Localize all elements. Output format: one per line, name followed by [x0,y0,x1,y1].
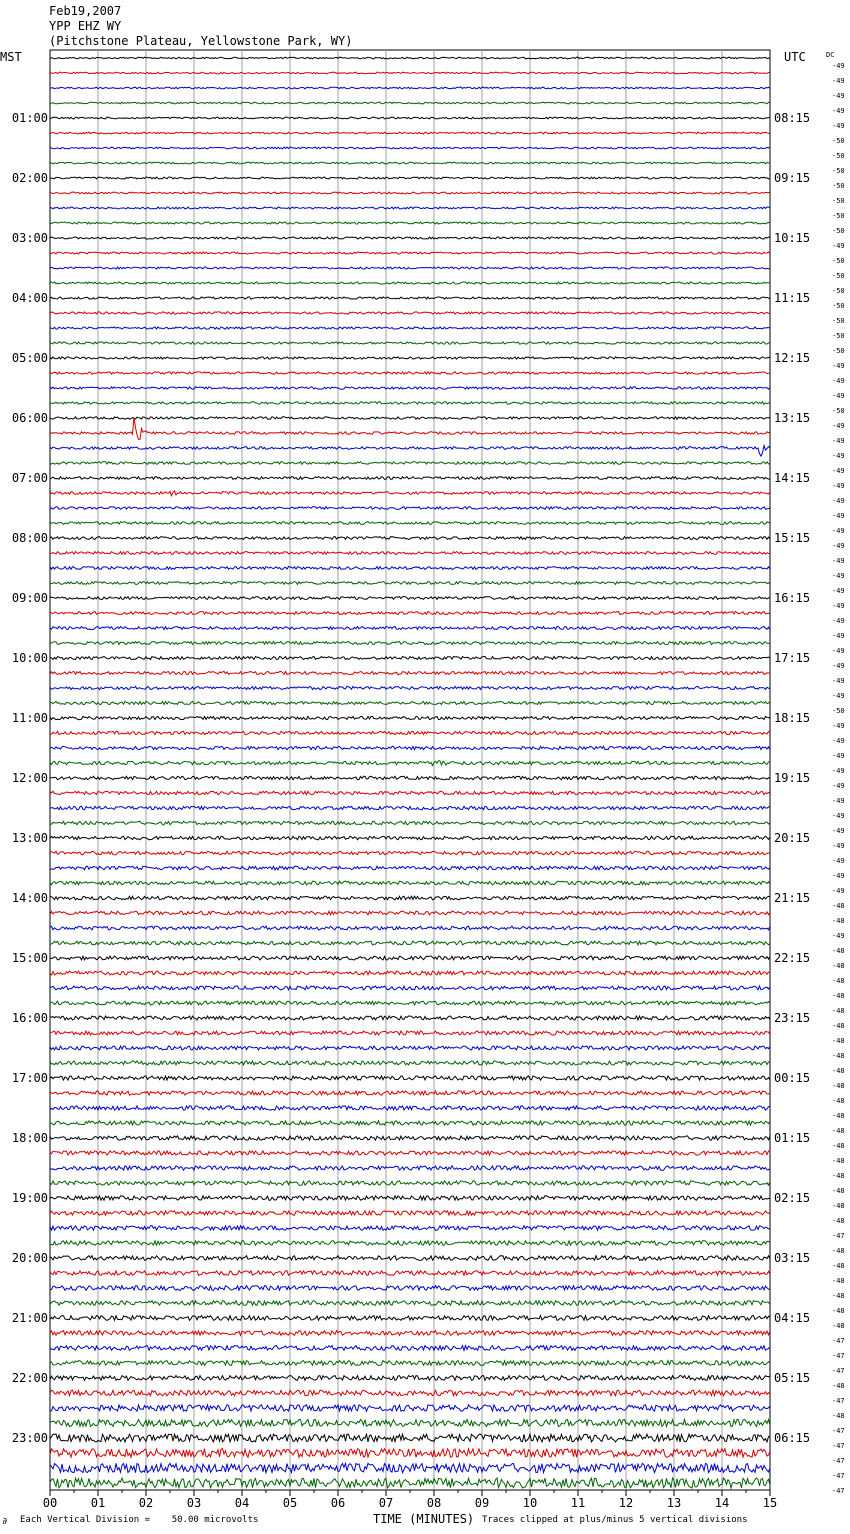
dc-offset-label: -50 [832,197,845,205]
seismic-trace [50,1166,770,1170]
hour-label-utc: 17:15 [774,651,811,665]
dc-offset-label: -48 [832,1172,845,1180]
dc-offset-label: -48 [832,1217,845,1225]
x-tick-label: 13 [666,1496,682,1510]
x-tick-label: 10 [522,1496,538,1510]
x-tick-label: 03 [186,1496,202,1510]
seismic-trace [50,1390,770,1396]
dc-offset-label: -48 [832,1067,845,1075]
hour-label-mst: 04:00 [11,291,48,305]
dc-offset-label: -50 [832,152,845,160]
clip-note: Traces clipped at plus/minus 5 vertical divisions [482,1515,748,1525]
seismic-trace [50,402,770,404]
hour-label-mst: 11:00 [11,711,48,725]
dc-offset-label: -48 [832,1277,845,1285]
dc-offset-label: -47 [832,1457,845,1465]
hour-label-utc: 00:15 [774,1071,811,1085]
left-timezone-label: MST [0,50,22,64]
dc-offset-label: -49 [832,362,845,370]
dc-offset-label: -49 [832,872,845,880]
dc-offset-label: -49 [832,617,845,625]
hour-label-utc: 01:15 [774,1131,811,1145]
dc-offset-label: -47 [832,1442,845,1450]
x-tick-label: 09 [474,1496,490,1510]
seismic-trace [50,1434,770,1442]
seismic-trace [50,1449,770,1458]
x-tick-label: 01 [90,1496,106,1510]
dc-offset-label: -47 [832,1232,845,1240]
dc-offset-label: -47 [832,1397,845,1405]
seismic-trace [50,627,770,630]
seismic-trace [50,417,770,439]
dc-offset-label: -49 [832,467,845,475]
hour-label-utc: 02:15 [774,1191,811,1205]
seismic-trace [50,387,770,389]
hour-label-utc: 05:15 [774,1371,811,1385]
dc-offset-label: -50 [832,302,845,310]
station-label: YPP EHZ WY [49,19,122,33]
dc-offset-label: -49 [832,242,845,250]
seismic-trace [50,282,770,284]
seismic-trace [50,1361,770,1366]
seismic-trace [50,761,770,766]
dc-label: DC [826,51,835,59]
seismic-trace [50,716,770,719]
dc-offset-label: -48 [832,1127,845,1135]
dc-offset-label: -48 [832,1187,845,1195]
hour-label-mst: 16:00 [11,1011,48,1025]
dc-offset-label: -49 [832,572,845,580]
dc-offset-label: -49 [832,107,845,115]
dc-offset-label: -50 [832,332,845,340]
x-axis-title: TIME (MINUTES) [373,1512,475,1526]
hour-label-utc: 22:15 [774,951,811,965]
seismic-trace [50,72,770,74]
seismic-trace [50,806,770,809]
seismic-trace [50,192,770,194]
dc-offset-label: -50 [832,347,845,355]
dc-offset-label: -48 [832,1247,845,1255]
seismic-trace [50,1001,770,1005]
seismic-trace [50,477,770,480]
dc-offset-label: -49 [832,602,845,610]
dc-offset-label: -48 [832,1097,845,1105]
dc-offset-label: -48 [832,1382,845,1390]
hour-label-utc: 19:15 [774,771,811,785]
seismic-trace [50,986,770,990]
seismic-trace [50,881,770,885]
seismic-trace [50,222,770,224]
seismic-trace [50,507,770,510]
seismic-trace [50,1271,770,1276]
hour-label-utc: 18:15 [774,711,811,725]
dc-offset-label: -49 [832,767,845,775]
dc-offset-label: -50 [832,212,845,220]
corner-mark: ∂ [2,1517,8,1527]
x-tick-label: 12 [618,1496,634,1510]
dc-offset-label: -48 [832,1082,845,1090]
seismic-trace [50,567,770,570]
dc-offset-label: -49 [832,857,845,865]
hour-label-mst: 18:00 [11,1131,48,1145]
dc-offset-label: -49 [832,422,845,430]
dc-offset-label: -49 [832,812,845,820]
seismic-trace [50,446,770,457]
dc-offset-label: -48 [832,962,845,970]
dc-offset-label: -49 [832,62,845,70]
seismic-trace [50,117,770,119]
seismic-trace [50,1419,770,1426]
dc-offset-label: -48 [832,1112,845,1120]
seismic-trace [50,1346,770,1351]
dc-offset-label: -49 [832,377,845,385]
scale-note: Each Vertical Division = 50.00 microvolts [20,1515,259,1525]
dc-offset-label: -50 [832,257,845,265]
hour-label-mst: 02:00 [11,171,48,185]
hour-label-utc: 21:15 [774,891,811,905]
seismic-trace [50,1046,770,1050]
seismic-trace [50,237,770,239]
hour-label-mst: 07:00 [11,471,48,485]
hour-label-mst: 23:00 [11,1431,48,1445]
hour-label-mst: 17:00 [11,1071,48,1085]
dc-offset-label: -49 [832,782,845,790]
seismic-trace [50,1031,770,1035]
dc-offset-label: -49 [832,437,845,445]
seismic-trace [50,971,770,975]
dc-offset-label: -48 [832,1322,845,1330]
hour-label-utc: 06:15 [774,1431,811,1445]
x-tick-label: 05 [282,1496,298,1510]
seismic-trace [50,132,770,134]
hour-label-mst: 08:00 [11,531,48,545]
seismic-trace [50,1463,770,1472]
dc-offset-label: -49 [832,677,845,685]
hour-label-mst: 22:00 [11,1371,48,1385]
seismic-trace [50,701,770,704]
dc-offset-label: -47 [832,1367,845,1375]
seismic-trace [50,102,770,104]
seismic-trace [50,177,770,179]
seismic-trace [50,342,770,344]
dc-offset-label: -49 [832,497,845,505]
hour-label-mst: 09:00 [11,591,48,605]
x-tick-label: 11 [570,1496,586,1510]
x-tick-label: 07 [378,1496,394,1510]
seismic-trace [50,821,770,824]
dc-offset-label: -47 [832,1337,845,1345]
hour-label-utc: 09:15 [774,171,811,185]
seismic-trace [50,1256,770,1261]
seismic-trace [50,956,770,960]
x-tick-label: 08 [426,1496,442,1510]
dc-offset-label: -48 [832,1052,845,1060]
dc-offset-label: -50 [832,137,845,145]
x-tick-label: 02 [138,1496,154,1510]
dc-offset-label: -49 [832,122,845,130]
dc-offset-label: -48 [832,1142,845,1150]
dc-offset-label: -49 [832,842,845,850]
hour-label-utc: 03:15 [774,1251,811,1265]
seismic-trace [50,1226,770,1231]
seismic-trace [50,267,770,269]
seismic-trace [50,896,770,900]
seismic-trace [50,941,770,945]
x-tick-label: 14 [714,1496,730,1510]
seismic-trace [50,207,770,209]
seismic-trace [50,1405,770,1411]
dc-offset-label: -50 [832,287,845,295]
seismic-trace [50,1121,770,1125]
x-tick-label: 06 [330,1496,346,1510]
seismic-trace [50,537,770,540]
hour-label-utc: 15:15 [774,531,811,545]
dc-offset-label: -50 [832,707,845,715]
seismic-trace [50,671,770,674]
dc-offset-label: -48 [832,1202,845,1210]
hour-label-utc: 04:15 [774,1311,811,1325]
dc-offset-label: -50 [832,272,845,280]
seismic-trace [50,1151,770,1155]
dc-offset-label: -50 [832,317,845,325]
x-tick-label: 15 [762,1496,778,1510]
right-timezone-label: UTC [784,50,806,64]
dc-offset-label: -49 [832,692,845,700]
dc-offset-label: -49 [832,77,845,85]
dc-offset-label: -48 [832,1412,845,1420]
seismic-trace [50,1286,770,1291]
seismic-trace [50,926,770,930]
label-layer [12,62,845,1510]
hour-label-utc: 10:15 [774,231,811,245]
dc-offset-label: -48 [832,977,845,985]
dc-offset-label: -49 [832,557,845,565]
seismic-trace [50,612,770,615]
dc-offset-label: -47 [832,1427,845,1435]
seismic-trace [50,1316,770,1321]
seismic-trace [50,597,770,600]
dc-offset-label: -50 [832,227,845,235]
seismic-trace [50,657,770,660]
hour-label-mst: 19:00 [11,1191,48,1205]
hour-label-utc: 23:15 [774,1011,811,1025]
seismic-trace [50,836,770,840]
seismic-trace [50,147,770,149]
seismic-trace [50,357,770,359]
dc-offset-label: -49 [832,797,845,805]
dc-offset-label: -49 [832,482,845,490]
seismic-trace [50,1016,770,1020]
dc-offset-label: -50 [832,182,845,190]
hour-label-mst: 01:00 [11,111,48,125]
date-label: Feb19,2007 [49,4,122,18]
hour-label-mst: 06:00 [11,411,48,425]
dc-offset-label: -49 [832,752,845,760]
dc-offset-label: -49 [832,662,845,670]
seismic-trace [50,866,770,870]
seismic-trace [50,1376,770,1381]
seismic-trace [50,252,770,254]
seismic-trace [50,1211,770,1215]
hour-label-utc: 14:15 [774,471,811,485]
hour-label-utc: 12:15 [774,351,811,365]
dc-offset-label: -48 [832,1262,845,1270]
seismic-trace [50,1241,770,1246]
seismic-trace [50,582,770,585]
seismic-trace [50,776,770,779]
hour-label-mst: 05:00 [11,351,48,365]
dc-offset-label: -47 [832,1352,845,1360]
dc-offset-label: -47 [832,1472,845,1480]
hour-label-utc: 13:15 [774,411,811,425]
seismic-trace [50,522,770,525]
seismic-trace [50,87,770,89]
seismic-trace [50,911,770,915]
seismic-trace [50,642,770,645]
dc-offset-label: -50 [832,167,845,175]
dc-offset-label: -48 [832,902,845,910]
seismic-trace [50,312,770,314]
seismic-trace [50,1106,770,1110]
dc-offset-label: -49 [832,542,845,550]
dc-offset-label: -48 [832,1007,845,1015]
hour-label-mst: 21:00 [11,1311,48,1325]
hour-label-utc: 08:15 [774,111,811,125]
hour-label-mst: 10:00 [11,651,48,665]
dc-offset-label: -47 [832,1487,845,1495]
hour-label-utc: 11:15 [774,291,811,305]
seismic-trace [50,731,770,734]
dc-offset-label: -49 [832,452,845,460]
seismic-trace [50,686,770,689]
dc-offset-label: -48 [832,992,845,1000]
dc-offset-label: -48 [832,947,845,955]
seismic-trace [50,57,770,59]
seismic-trace [50,1181,770,1185]
seismic-trace [50,746,770,749]
seismic-trace [50,417,770,419]
dc-offset-label: -49 [832,647,845,655]
hour-label-mst: 03:00 [11,231,48,245]
dc-offset-label: -50 [832,407,845,415]
seismic-trace [50,1061,770,1065]
seismic-trace [50,327,770,329]
location-label: (Pitchstone Plateau, Yellowstone Park, WY) [49,34,353,48]
x-tick-label: 04 [234,1496,250,1510]
seismic-trace [50,552,770,555]
seismic-trace [50,372,770,374]
dc-offset-label: -49 [832,887,845,895]
hour-label-mst: 12:00 [11,771,48,785]
dc-offset-label: -49 [832,527,845,535]
hour-label-utc: 16:15 [774,591,811,605]
dc-offset-label: -49 [832,827,845,835]
hour-label-mst: 14:00 [11,891,48,905]
seismic-trace [50,1331,770,1336]
dc-offset-label: -49 [832,632,845,640]
dc-offset-label: -49 [832,392,845,400]
dc-offset-label: -48 [832,1292,845,1300]
dc-offset-label: -48 [832,1037,845,1045]
seismic-trace [50,851,770,855]
seismic-trace [50,1196,770,1200]
trace-layer [50,57,770,1488]
dc-offset-label: -48 [832,1022,845,1030]
seismic-trace [50,791,770,794]
dc-offset-label: -48 [832,917,845,925]
seismic-trace [50,1301,770,1306]
hour-label-mst: 13:00 [11,831,48,845]
dc-offset-label: -49 [832,737,845,745]
hour-label-utc: 20:15 [774,831,811,845]
dc-offset-label: -49 [832,722,845,730]
dc-offset-label: -49 [832,92,845,100]
hour-label-mst: 20:00 [11,1251,48,1265]
seismic-trace [50,162,770,164]
x-tick-label: 00 [42,1496,58,1510]
seismic-trace [50,491,770,496]
dc-offset-label: -49 [832,587,845,595]
seismic-trace [50,1136,770,1140]
seismic-trace [50,462,770,465]
seismic-trace [50,1091,770,1095]
dc-offset-label: -48 [832,1157,845,1165]
seismic-trace [50,297,770,299]
dc-offset-label: -48 [832,1307,845,1315]
seismic-trace [50,1076,770,1080]
dc-offset-label: -49 [832,512,845,520]
hour-label-mst: 15:00 [11,951,48,965]
dc-offset-label: -49 [832,932,845,940]
seismic-trace [50,1478,770,1488]
